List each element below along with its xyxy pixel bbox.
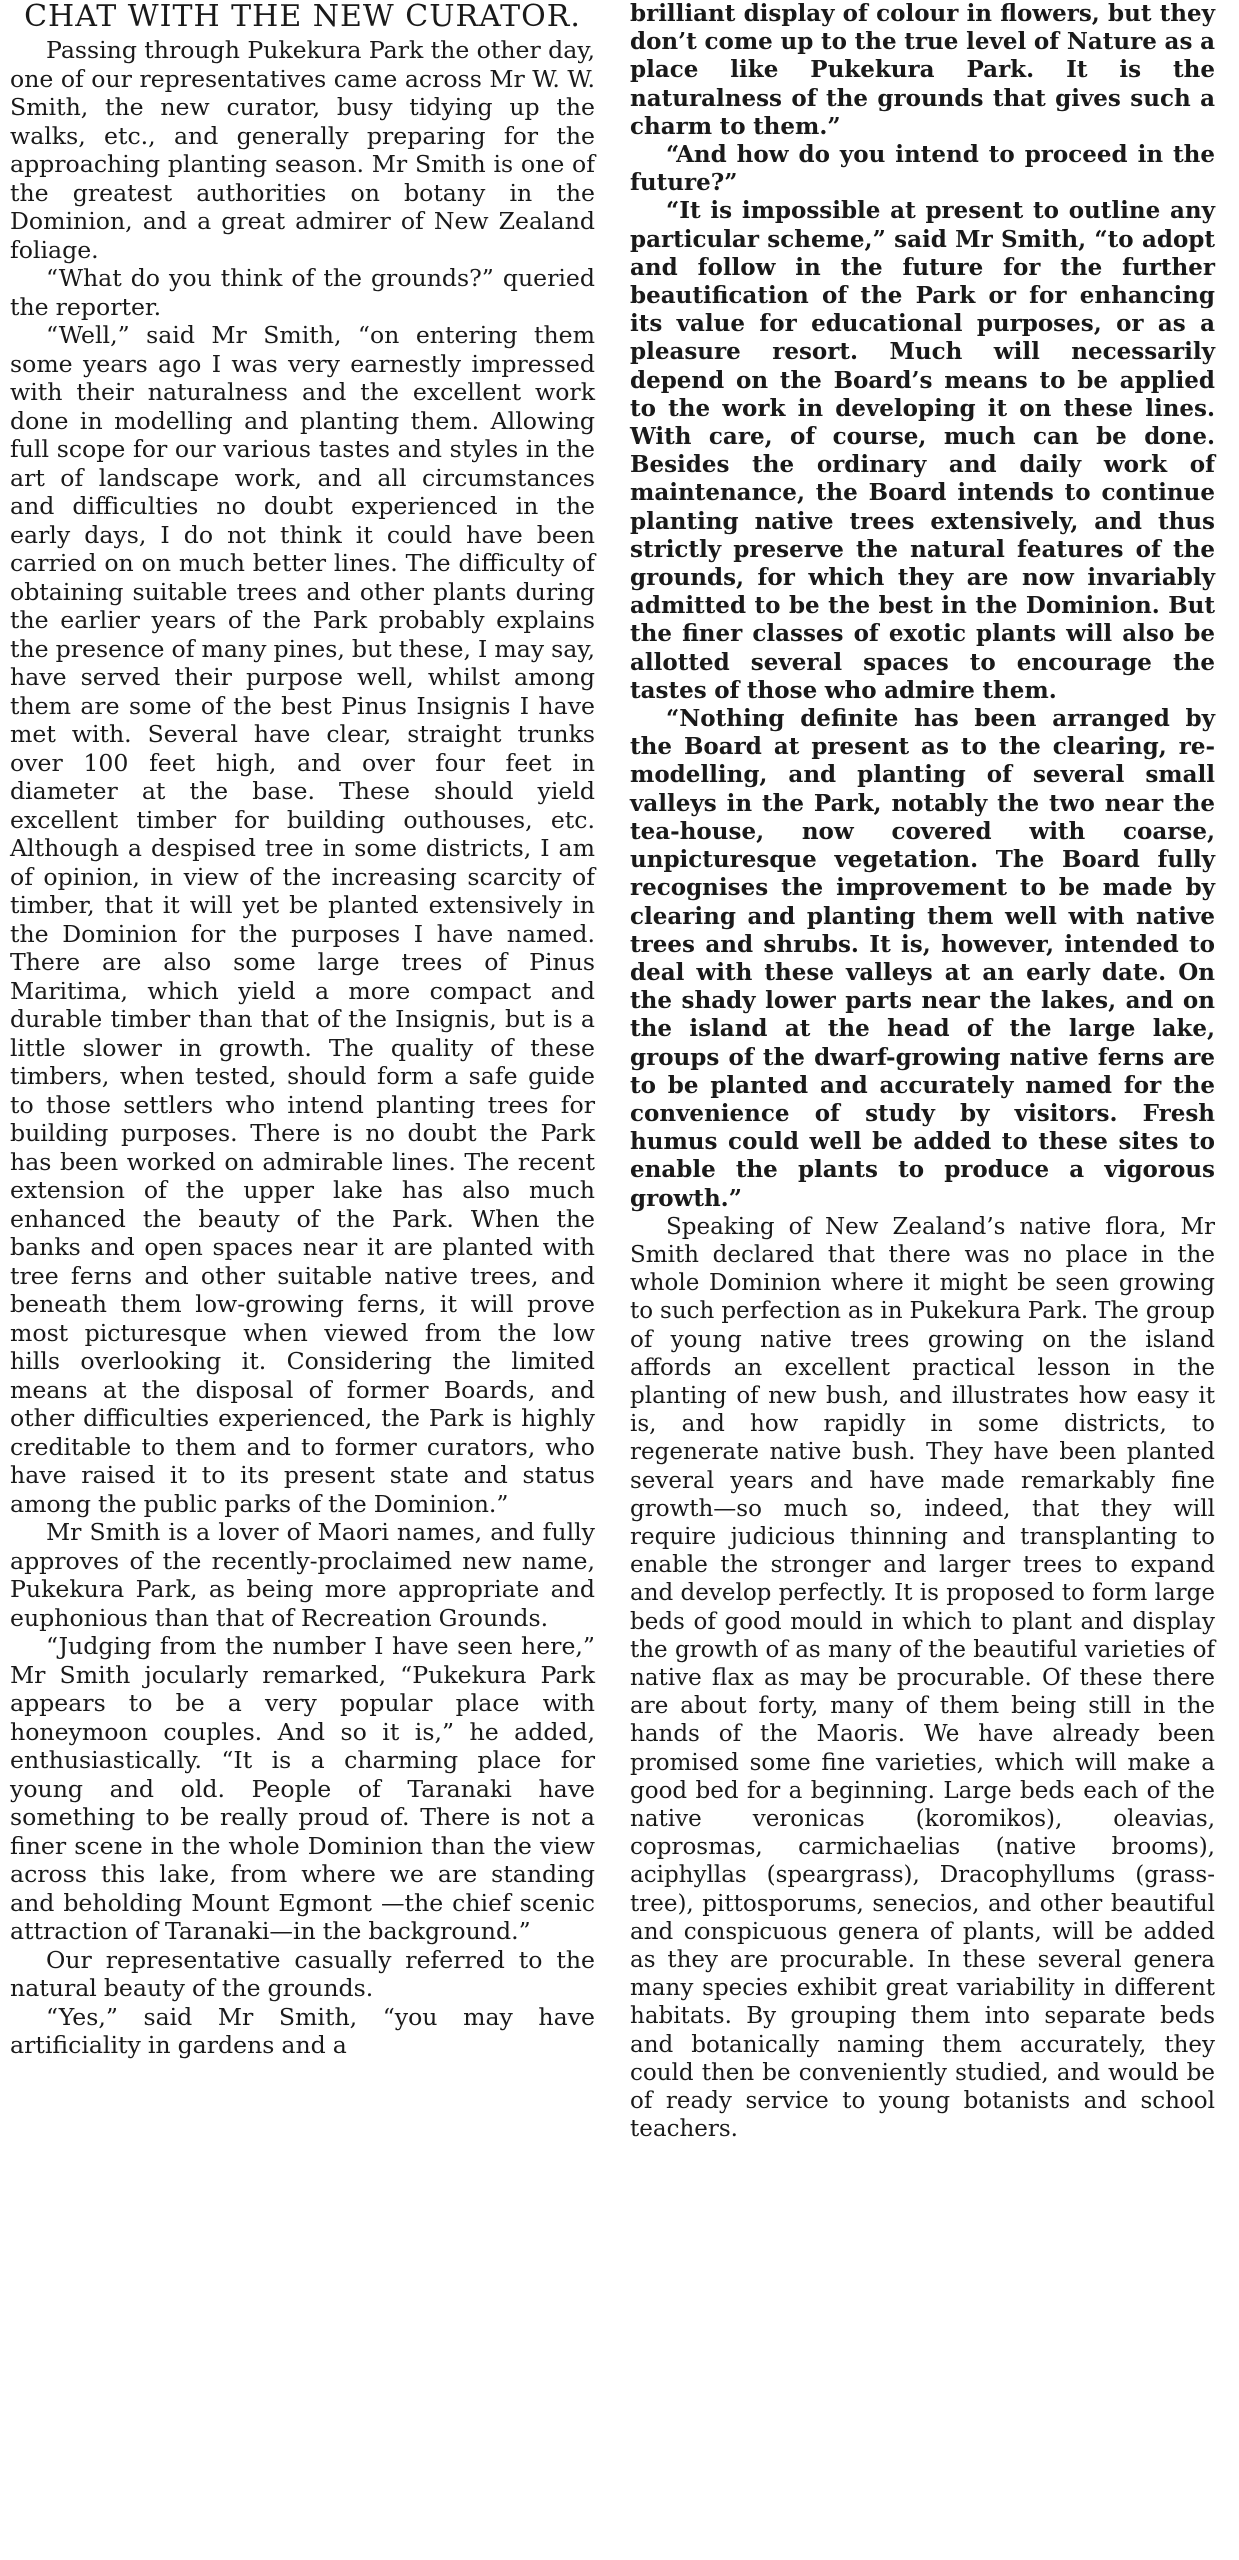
paragraph: “Judging from the number I have seen here,” Mr Smith jocularly remarked, “Pukekura Park appears to be a very popular place with honeymoon couples. And so it is,” he added, enthusiastically. “It is a charming place for young and old. People of Taranaki have something to be really proud of. There is not a finer scene in the whole Dominion than the view across this lake, from where we are standing and beholding Mount Egmont —the chief scenic attraction of Taranaki—in the background.” (10, 1632, 595, 1945)
paragraph: Passing through Pukekura Park the other day, one of our representatives came across Mr W. W. Smith, the new curator, busy tidying up the walks, etc., and generally preparing for the approaching planting season. Mr Smith is one of the greatest authorities on botany in the Dominion, and a great admirer of New Zealand foliage. (10, 36, 595, 264)
paragraph: “Nothing definite has been arranged by the Board at present as to the clearing, re-modelling, and planting of several small valleys in the Park, notably the two near the tea-house, now covered with coarse, unpicturesque vegetation. The Board fully recognises the improvement to be made by clearing and planting them well with native trees and shrubs. It is, however, intended to deal with these valleys at an early date. On the shady lower parts near the lakes, and on the island at the head of the large lake, groups of the dwarf-growing native ferns are to be planted and accurately named for the convenience of study by visitors. Fresh humus could well be added to these sites to enable the plants to produce a vigorous growth.” (630, 705, 1215, 1212)
right-column (630, 0, 1215, 2143)
paragraph: “Well,” said Mr Smith, “on entering them some years ago I was very earnestly impressed with their naturalness and the excellent work done in modelling and planting them. Allowing full scope for our various tastes and styles in the art of landscape work, and all circumstances and difficulties no doubt experienced in the early days, I do not think it could have been carried on on much better lines. The difficulty of obtaining suitable trees and other plants during the earlier years of the Park probably explains the presence of many pines, but these, I may say, have served their purpose well, whilst among them are some of the best Pinus Insignis I have met with. Several have clear, straight trunks over 100 feet high, and over four feet in diameter at the base. These should yield excellent timber for building outhouses, etc. Although a despised tree in some districts, I am of opinion, in view of the increasing scarcity of timber, that it will yet be planted extensively in the Dominion for the purposes I have named. There are also some large trees of Pinus Maritima, which yield a more compact and durable timber than that of the Insignis, but is a little slower in growth. The quality of these timbers, when tested, should form a safe guide to those settlers who intend planting trees for building purposes. There is no doubt the Park has been worked on admirable lines. The recent extension of the upper lake has also much enhanced the beauty of the Park. When the banks and open spaces near it are planted with tree ferns and other suitable native trees, and beneath them low-growing ferns, it will prove most picturesque when viewed from the low hills overlooking it. Considering the limited means at the disposal of former Boards, and other difficulties experienced, the Park is highly creditable to them and to former curators, who have raised it to its present state and status among the public parks of the Dominion.” (10, 321, 595, 1518)
paragraph: Our representative casually referred to the natural beauty of the grounds. (10, 1945, 595, 2002)
paragraph: “And how do you intend to proceed in the future?” (630, 141, 1215, 197)
paragraph: Mr Smith is a lover of Maori names, and fully approves of the recently-proclaimed new name, Pukekura Park, as being more appropriate and euphonious than that of Recreation Grounds. (10, 1518, 595, 1632)
paragraph: “Yes,” said Mr Smith, “you may have artificiality in gardens and a (10, 2002, 595, 2059)
paragraph: Speaking of New Zealand’s native flora, Mr Smith declared that there was no place in the whole Dominion where it might be seen growing to such perfection as in Pukekura Park. The group of young native trees growing on the island affords an excellent practical lesson in the planting of new bush, and illustrates how easy it is, and how rapidly in some districts, to regenerate native bush. They have been planted several years and have made remarkably fine growth—so much so, indeed, that they will require judicious thinning and transplanting to enable the stronger and larger trees to expand and develop perfectly. It is proposed to form large beds of good mould in which to plant and display the growth of as many of the beautiful varieties of native flax as may be procurable. Of these there are about forty, many of them being still in the hands of the Maoris. We have already been promised some fine varieties, which will make a good bed for a beginning. Large beds each of the native veronicas (koromikos), oleavias, coprosmas, carmichaelias (native brooms), aciphyllas (speargrass), Dracophyllums (grass-tree), pittosporums, senecios, and other beautiful and conspicuous genera of plants, will be added as they are procurable. In these several genera many species exhibit great variability in different habitats. By grouping them into separate beds and botanically naming them accurately, they could then be conveniently studied, and would be of ready service to young botanists and school teachers. (630, 1213, 1215, 2143)
paragraph: “What do you think of the grounds?” queried the reporter. (10, 264, 595, 321)
left-column (10, 0, 595, 2060)
paragraph: “It is impossible at present to outline any particular scheme,” said Mr Smith, “to adopt and follow in the future for the further beautification of the Park or for enhancing its value for educational purposes, or as a pleasure resort. Much will necessarily depend on the Board’s means to be applied to the work in developing it on these lines. With care, of course, much can be done. Besides the ordinary and daily work of maintenance, the Board intends to continue planting native trees extensively, and thus strictly preserve the natural features of the grounds, for which they are now invariably admitted to be the best in the Dominion. But the finer classes of exotic plants will also be allotted several spaces to encourage the tastes of those who admire them. (630, 197, 1215, 704)
paragraph: brilliant display of colour in flowers, but they don’t come up to the true level of Nature as a place like Pukekura Park. It is the naturalness of the grounds that gives such a charm to them.” (630, 0, 1215, 140)
article-headline: CHAT WITH THE NEW CURATOR. (24, 0, 581, 34)
